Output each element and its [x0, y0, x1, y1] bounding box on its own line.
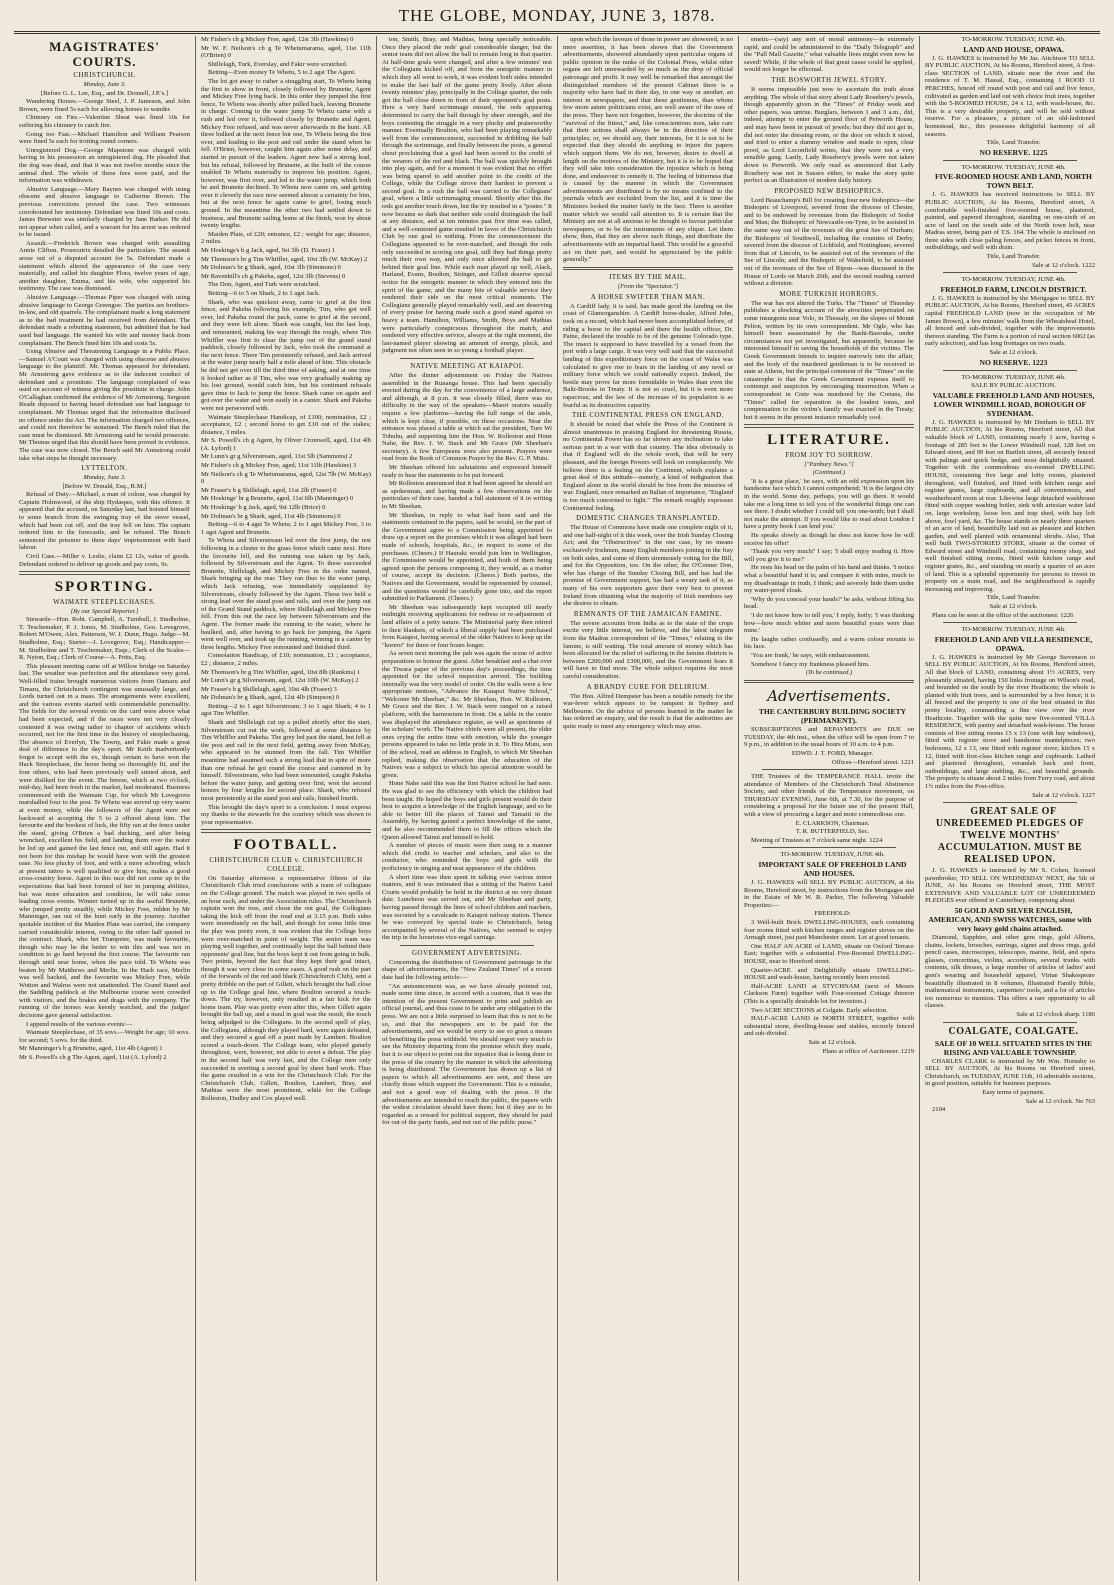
paragraph: He laughs rather confusedly, and a warm colour mounts to his face. [744, 635, 914, 651]
result-line: Mr Lunn's gr g Silverstream, aged, 12st 10lb (W. McKay) 2 [201, 677, 359, 685]
masthead-title: THE GLOBE, MONDAY, JUNE 3, 1878. [398, 6, 716, 25]
ad-body: Diamond, Sapphire, and other gem rings, gold Alberts, chains, lockets, brooches, earrings, signet and dress rings, gold pencil cases, microscopes, telescopes, marine, field, and opera glasses, concertinas, violins, accordions, several trunks with contents, silk dresses, a large number of articles of ladies' and gent's wearing and household apparel, Virtue Shakespeare beautifully illustrated in 8 volumes, Illustrated Family Bible, mathematical instruments, carpenters' tools, and a lot of articles too numerous to mention. This offers a rare opportunity to all classes. [925, 934, 1095, 1010]
ad-date: TO-MORROW. TUESDAY, JUNE 4th. [961, 373, 1066, 381]
paragraph: Lord Beauchamp's Bill for creating four new bishoprics—the Bishopric of Liverpool, severed from the diocese of Chester, and to be endowed by revenues from the Bishopric of Sodor and Man; the Bishopric of Newcastle-on-Tyne, to be assisted in the same way out of the revenues of the great See of Durham; the Bishopric of Southwell, including the counties of Derby, severed from the diocese of Lichfield, and Nottingham, severed from that of Lincoln, to be assisted out of the revenues of the See of Lincoln; and the Bishopric of Wakefield, to be assisted out of the revenues of the See of Ripon—was discussed in the House of Lords on March 26th, and the second reading carried without a division. [744, 196, 914, 288]
column-6 [919, 36, 1100, 1581]
ad-date: TO-MORROW. TUESDAY, JUNE 4th. [961, 163, 1066, 171]
paragraph: Mr Rolleston announced that it had been agreed he should act as spokesman, and having made a few observations on the particulars of their case, handed a full statement of it in writing to Mr Sheehan. [382, 480, 552, 511]
ad-title: THE CANTERBURY BUILDING SOCIETY (PERMANENT). [758, 707, 907, 726]
paragraph: A Cardiff lady, it is said, has made good the landing on the coast of Glamorganshire. A Cardiff horse-dealer, Alfred John, took on a record, which had never been accomplished before, of riding a horse to the capital and there the health officer, Dr. Paine, declared the trouble to be of the genuine Colorado type. The insect is supposed to have travelled by a vessel from the port with a large cargo. It was very well said that the successful landing of this expeditionary force on the coast of Wales was calculated to give rise to fears in the landing of any ravel or military force which we could rationally expect. Indeed, the beetle may prove far more formidable to Wales than even the Balti-Brooks in Treaty. It is not so cruel, but it is even more rapacious; and the law of the increase of its population is as fearful as its destructive capacity. [563, 302, 733, 409]
ad-body: SUBSCRIPTIONS and REPAYMENTS are DUE on TUESDAY, the 4th inst., when the office will be open from 7 to 9 p.m., in addition to the usual hours of 10 a.m. to 4 p.m. [744, 726, 914, 749]
paragraph: The severe accounts from India as to the state of the crops excite very little interest, we believe, and the latest telegram from the Madras correspondent of the "Times," relating to the famine, is still waiting. The total amount of money which has been allocated for the relief of suffering in the famine districts is between £200,000 and £300,000, and the Government fears it will have to find more. The whole subject requires the most careful consideration. [563, 619, 733, 680]
ad-body: J. G. HAWKES has received instructions to SELL BY PUBLIC AUCTION, At his Rooms, Hereford street, A comfortable well-finished five-roomed house, plastered, painted, and papered throughout, standing on one-sixth of an acre of land on the south side of the North town belt, near Madras street, being part of T.S. 164. The whole is enclosed on three sides with close paling fences, and picket fences in front, outbuildings, and well with drain. [925, 191, 1095, 252]
ad-signature: T. R. BUTTERFIELD, Sec. [795, 828, 870, 836]
divider [19, 571, 190, 574]
paragraph: Waimate Steeplechase Handicap, of £100; nomination, £2 ; acceptance, £2 ; second horse to get £10 out of the stakes; distance, 3 miles. [201, 413, 371, 436]
subheading: THE BOSWORTH JEWEL STORY. [771, 75, 887, 84]
result-line: Mr Manninger's b g Brunette, aged, 11st 4lb (Agent) 1 [19, 1045, 163, 1053]
paragraph: Using Abusive and Threatening Language in a Public Place.—Samuel A'Court was charged with using obscene and abusive language to the plaintiff. Mr. Thomas appeared for defendant. Mr Armstrong gave evidence as to the indecent conduct of defendant and a prostitute. The language complained of was used on account of witness giving the prostitute in charge. John O'Callaghan confirmed the evidence of Mr Armstrong. Sergeant Reade deposed to having heard defendant use bad language to complainant. Mr Thomas urged that the information disclosed no offence under the Act. The information charged two offences, and could not therefore be sustained. The Bench ruled that the case must be dismissed. Mr Armstrong said he would prosecute. Mr Thomas urged that this should have been proved in evidence. The case was now closed. The Bench said Mr Armstrong could take what steps he thought necessary. [19, 348, 190, 462]
result-line: Mr Dolman's br g Shark, aged, 12st 4lb (Simpson) 0 [201, 694, 339, 702]
result-line: Mr Dolman's br g Shark, aged, 11st 4lb (Simmons) 0 [201, 512, 341, 520]
subheading: A BRANDY CURE FOR DELIRIUM. [586, 682, 710, 691]
subheading-lyttelton: LYTTELTON. [81, 464, 128, 473]
ad-body: J. G. HAWKES is instructed by Mr S. Cohen, licensed pawnbroker, TO SELL ON WEDNESDAY NEXT, the 5th of JUNE, At his Rooms on Hereford street, THE MOST EXTENSIVE AND VALUABLE LOT OF UNREDEEMED PLEDGES ever offered in Canterbury, comprising about [925, 867, 1095, 905]
divider [943, 370, 1077, 371]
paragraph: Concerning the distribution of Government patronage in the shape of advertisements, the "New Zealand Times" of a recent date had the following article:— [382, 958, 552, 982]
paragraph: 'You are frank,' he says, with embarrassment. [751, 651, 871, 659]
ad-date: TO-MORROW. TUESDAY, JUNE 4th. [780, 851, 885, 859]
ad-terms: Easy terms of payment. [982, 1088, 1045, 1096]
masthead-rule [14, 31, 1100, 32]
ad-title: VALUABLE FREEHOLD LAND AND HOUSES, LOWER WINDMILL ROAD, BOROUGH OF SYDENHAM. [932, 390, 1095, 418]
paragraph: Somehow I fancy my frankness pleased him. [751, 660, 870, 668]
paragraph: Betting—6 to 4 agst Te Whetu; 2 to 1 agst Mickey Free, 3 to 1 agst Agent and Brunette. [201, 521, 371, 536]
ad-body: J. G. HAWKES is instructed by Mr Denham to SELL BY PUBLIC AUCTION, At his Rooms, Hereford street, All that valuable block of LAND, containing nearly 1 acre, having a frontage of 285 feet to the Lower Windmill road, 128 feet on Edward street, and 99 feet on Bartlett street, all securely fenced with palings and quick hedge, and most delightfully situated. Together with the commodious six-roomed DWELLING HOUSE, containing five large and lofty rooms, plastered throughout, well finished, and fitted with kitchen range and register grates, large cupboards, and all conveniences, and weatherboard room at rear. Likewise large detached washhouse fitted with copper washing boiler, sink with artesian water laid on, large workshop, loose box and trap shed, with hay loft above, fowl yard, &c. The house stands on nearly three quarters of an acre of land, beautifully laid out as pleasure and kitchen garden, and well planted with ornamental shrubs. Also, That well built TWO-STORIED STORE, situate at the corner of Edward street and Windmill road, containing roomy shop, and well finished sitting rooms, fitted with kitchen range and register grates, &c., and standing on nearly a quarter of an acre of land. This is a splendid opportunity for persons to invest in property on a main road, and the neighbourhood is rapidly increasing and improving. [925, 418, 1095, 593]
ad-body: THE Trustees of the TEMPERANCE HALL invite the attendance of Members of the Christchurch Total Abstinence Society, and other friends of the Temperance movement, on THURSDAY EVENING, June 6th, at 7.30, for the purpose of considering a proposal for the future use of the present Hall, with a view of procuring a larger and more commodious one. [744, 773, 914, 819]
result-line: Mr Dolman's br g Shark, aged, 10st 3lb (Simmons) 0 [201, 264, 341, 272]
ad-title: COALGATE, COALGATE. [948, 1025, 1079, 1037]
result-line: Mr Fraser's b g Shillelagh, aged, 10st 4lb (Fraser) 3 [201, 685, 337, 693]
paragraph: Going too Fast.—Michael Hamilton and William Pearson were fined 5s each for trotting round corners. [19, 130, 190, 146]
paragraph: It should be noted that while the Press of the Continent is almost unanimous in praising England for threatening Russia, no Continental Power has so far shown any inclination to take serious part in a war with that country. The idea obviously is that if England will do the whole work, that will be very pleasant, and the foreign Powers will look on complacently. We believe there is a feeling on the Continent, which explains a great deal of this attitude—namely, a kind of indignation that England alone in the world should be free from the miseries of war. England, once remarked an Italian of importance, "England is too much concerned to fight." The remark roughly expresses Continental feeling. [563, 421, 733, 512]
divider [762, 769, 896, 770]
paragraph: Shark and Shillelagh cut up a pulled shortly after the start, Silverstream cut out the work, followed at some distance by Tim Whiffler and Pakeha. The grey led past the stand, but fell at the post and rail in the next field, getting away from McKay, who appeared to be stunned from the fall. Tim Whiffler meantime had assumed such a strong lead that in spite of more than one refusal he got round the course and cantered in by himself. Silverstream, who had been remounted, caught Pakeha before the water jump, and getting over first, won the second honors by four lengths for second place. Shark, who refused most persistently at the stand post and rails, finished fourth. [201, 719, 371, 802]
heading-magistrates-courts: MAGISTRATES' COURTS. [49, 39, 160, 69]
ad-signature: E. CLARKSON, Chairman. [795, 819, 870, 827]
subheading: MORE TURKISH HORRORS. [779, 289, 879, 298]
page-columns [14, 36, 1100, 1581]
column-5 [738, 36, 919, 1581]
paragraph: Waimate Steeplechase, of 35 sovs.—Weight for age; 10 sovs. for second; 5 sovs. for the third. [19, 1029, 190, 1044]
paragraph: 'Why do you conceal your hands?' he asks, without lifting his head. [744, 595, 914, 611]
paragraph: I append results of the various events:— [26, 1020, 133, 1028]
ad-body: CHARLES CLARK is instructed by Mr Wm. Hornsby to SELL BY AUCTION, At his Rooms on Hereford street, Christchurch, on TUESDAY, JUNE 11th, 10 admirable sections, in good position, suitable for business purposes. [925, 1057, 1095, 1088]
paragraph: Te Whetu and Silverstream led over the first jump, the rest following in a cluster to the grass fence which came next. Here the favourite fell, and the running was taken up by Jack, followed by Silverstream and the Agent. To these succeeded Brunette, Shillelagh, and Mickey Free in the order named, Shark bringing up the rear. They ran thus to the water jump, which Jack refusing, was immediately supplanted by Silverstream, closely followed by the Agent. These two held a strong lead over the stand post and rails, and over the jump out of the Grand Stand paddock, where Shillelagh and Mickey Free fell. From this out the race lay between Silverstream and the Agent. The former made the running to the water, where he baulked, and, after having to go back for jumping, the Agent went well over, and took up the running, winning in a canter by three lengths. Mickey Free remounted and finished third. [201, 537, 371, 651]
heading-items-by-mail: ITEMS BY THE MAIL. [609, 273, 687, 282]
column-1 [14, 36, 195, 1581]
ad-title: FIVE-ROOMED HOUSE AND LAND, NORTH TOWN BELT. [935, 172, 1092, 191]
ad-title: FREEHOLD FARM, LINCOLN DISTRICT. [940, 284, 1087, 294]
heading-government-advertising: GOVERNMENT ADVERTISING. [411, 948, 523, 957]
result-line: Mr Fisher's ch g Mickey Free, aged, 11st 11lb (Hawkins) 3 [201, 462, 357, 470]
heading-sporting: SPORTING. [54, 578, 155, 595]
paragraph: Unregistered Dog.—George Mapstone was charged with having in his possession an unregistered dog. He pleaded that the dog was dead, and that it was not twelve months since the animal died. The whole of these fees were paid, and the information was withdrawn. [19, 146, 190, 185]
column-2 [195, 36, 376, 1581]
column-4 [557, 36, 738, 1581]
ad-sale-time: Sale at 12 o'clock sharp. 1186 [1016, 1011, 1095, 1018]
bench-note: [Before G. L. Lee, Esq., and Dr. Donnell, J.P.'s.] [40, 89, 169, 97]
dateline: Monday, June 3. [83, 81, 126, 88]
ad-lot: 3 Well-built Brick DWELLING-HOUSES, each containing four rooms fitted with kitchen ranges and register stoves on the Armagh street, just past Manchester street. Let at good tenants. [744, 919, 914, 942]
subheading-football-match: CHRISTCHURCH CLUB v. CHRISTCHURCH COLLEGE. [209, 855, 363, 873]
divider [400, 945, 534, 946]
masthead-rule-2 [14, 33, 1100, 34]
divider [943, 272, 1077, 273]
result-line: Mr Hoskings's b g Jack, aged, 9st 3lb (D. Fraser) 1 [201, 247, 335, 255]
divider [943, 160, 1077, 161]
divider [943, 1022, 1077, 1023]
to-be-continued: (To be continued.) [805, 669, 853, 677]
paragraph: Abusive Language.—Mary Baynes was charged with using obscene and abusive language to Catherine Brown. The previous convictions proved the case. Two witnesses corroborated her testimony. Defendant was fined 10s and costs. James Brewster was similarly charged by Jane Barker. He did not appear when called, and a warrant for his arrest was ordered to be issued. [19, 185, 190, 239]
ad-body: J. G. HAWKES will SELL BY PUBLIC AUCTION, at his Rooms, Hereford street, by instructions from the Mortgagee and in the Estate of Mr W. R. Parker, The following Valuable Properties:— [744, 879, 914, 909]
ad-lot: Quarter-ACRE and Delightfully situate DWELLING-HOUSE and wash-house, having recently been erected. [744, 966, 914, 982]
ad-subtitle: SALE OF 10 WELL SITUATED SITES IN THE RISING AND VALUABLE TOWNSHIP. [934, 1038, 1093, 1057]
ad-sale-time: Sale at 12 o'clock. 1227 [1032, 791, 1095, 799]
ad-date: TO-MORROW. TUESDAY, JUNE 4th. [961, 36, 1066, 43]
divider [943, 802, 1077, 803]
ad-date: TO-MORROW. TUESDAY, JUNE 4th. [961, 626, 1066, 634]
paragraph: emetic—(say) any sort of moral antimony—is extremely rapid, and could be administered to the "Daily Telegraph" and the "Pall Mall Gazette," what valuable lives might even now be saved! While, if the whole of that great cause could be applied, would not longer be effectual. [744, 36, 914, 74]
continued-note: (Continued.) [812, 469, 846, 477]
subheading: REMNANTS OF THE JAMAICAN FAMINE. [573, 609, 723, 618]
ad-lot: Half-ACRE LAND at STYCHNAM (next of Messrs Clarkson Farm) together with Four-roomed Cottage thereon (This is a specially desirable lot for investors.) [744, 982, 914, 1005]
ad-no-reserve: NO RESERVE. 1223 [979, 357, 1048, 367]
result-line: Mr Neilson's ch g Te Whetumarama, aged, 12st 7lb (W. McKay) 0 [201, 470, 371, 486]
result-line: Mr Hoskings' b g Jack, aged, 9st 12lb (Brice) 0 [201, 504, 326, 512]
column-3 [376, 36, 557, 1581]
ad-body: J. G. HAWKES is instructed by Mr Jas. Aitchison TO SELL BY PUBLIC AUCTION, At his Rooms, Hereford street, A first-class SECTION of LAND, situate near the river and the residence of T. M. Hassal, Esq., containing 1 ROOD 11 PERCHES, fenced off round with post and rail and live fence, cultivated as garden and laid out with choice fruit trees, together with the 5-ROOMED HOUSE, 24 x 12, with wash-house, &c. This is a very desirable property, and will be sold without reserve. For a pleasure, a picture of an old-fashioned homestead, &c., this possesses delightful harmony of all seasons. [925, 54, 1095, 138]
paragraph: Assault.—Frederick Brown was charged with assaulting Annie Clifton. Prosecutrix detailed the particulars. The assault arose out of a disputed account for 5s. Defendant made a statement which altered the appearance of the case very materially, and called his daughter Flora, twelve years of age, another daughter, Emma, and his wife, who supported his testimony. The case was dismissed. [19, 239, 190, 293]
paragraph: Betting—6 to 5 on Shark, 2 to 1 agst Jack. [208, 290, 320, 297]
result-line: Mr S. Powell's ch g The Agent, aged, 11st (A. Lyford) 2 [19, 1054, 167, 1062]
paragraph: Chimney on Fire.—Valentine Sheat was fined 10s for suffering his chimney to catch fire. [19, 114, 190, 129]
source-note: [From the "Spectator."] [617, 283, 679, 291]
result-line: Mr Thomson's br g Tim Whiffler, aged, 10st 8lb (Rankins) 1 [201, 668, 361, 676]
ad-title: GREAT SALE OF UNREDEEMED PLEDGES OF TWELVE MONTHS' ACCUMULATION. MUST BE REALISED UPON. [935, 806, 1085, 866]
ad-lot: HALF-ACRE LAND in NORTH STREET, together with substantial stone, dwelling-house and stables, securely fenced and sub-divided. [744, 1015, 914, 1038]
heading-advertisements: Advertisements. [767, 687, 891, 706]
paragraph: The war has not altered the Turks. The "Times" of Thursday publishes a shocking account of the atrocities perpetrated on some insurgents near Volo, in Thessaly, on the slopes of Mount Pelion, written by its own correspondent. Mr Ogle, who has himself been assassinated by the Bashi-Bazouks, under circumstances not yet investigated, but apparently, because he interested himself in saving the households of the victims. The Greek Government intends to inquire narrowly into the affair, and the body of the murdered gentleman is to be received in state at Athens, but the principal comment of the "Times" on the catastrophe is that the Greek Government exposes itself to contempt and suspicion by encouraging insurrection. When a correspondent in Crete was murdered by the Cretans, the "Times" called for reparation in the loudest tones, and compensation to the victim's family was exacted in the Treaty, but it seems in the present instance remarkably cool. [744, 299, 914, 421]
ad-sale-time: Sale at 12 o'clock. [989, 603, 1038, 611]
paragraph: Hone Nahe said this was the first Native school he had seen. He was glad to see the efficiency with which the children had been taught. He hoped the boys and girls present would do their best to acquire a knowledge of the English language, and so be able to better fill the places of Tainui and Tamaiti in the Assembly, by having gained a perfect knowledge of the same, and he also recommended them to fill the offices which the Queen allowed Tainui and himself to hold. [382, 780, 552, 841]
paragraph: He speaks slowly as though he does not know how he will receive his offer! [744, 532, 914, 547]
paragraph: Refusal of Duty.—Michael, a man of colour, was charged by Captain Holmwood, of the ship Hydaspes, with this offence. It appeared that the accused, on Saturday last, had hoisted himself to some branch from the swinging tray of the stove vessel, which had been cut off, and the tray fell on him. The captain ordered him to the forecastle, and he refused. The Bench sentenced the prisoner to three days' imprisonment with hard labour. [19, 491, 190, 552]
paragraph: On Saturday afternoon a representative fifteen of the Christchurch Club tried conclusions with a team of collegians on the College ground. The match was played in two spells of an hour each, and under the Association rules. The Christchurch captain won the toss, and chose the out goal, the Collegians taking the kick off from the road end at 3.15 p.m. Both sides were immediately on the ball, and though for some little time the play was pretty even, it was evident that the College boys were over-matched in point of weight. The senior team was playing well together, and continually kept the ball behind their opponents' goal line, but the boys kept it out from going in bulk. Two points, beyond the fact that they kept their goal intact, though it was very close in some cases. A good rush on the part of the forwards of the red and black (Christchurch Club), sent a pretty dribble on the part of Gillett, which brought the ball close up to the College goal line, where Boulton secured a touch-down. The try, however, only resulted in a fair kick for the home team. Play was pretty even after this, when Gillett again brought the ball up, and a maul in goal was the result, the touch being adjudged to the Collegians. In the second spell of play, the Collegians, although they played hard, were again defeated, and they secured a goal off a punt made by Lambert. Boulton scored a touch-down. The College team, who played gamely throughout, were, however, not able to avert a defeat. The play in the second half was very fast, and the College men only succeeded in averting a second goal by sheer hard work. Thus the game resulted in a win for the Christchurch Club. For the Christchurch Club, Gillett, Boulton, Lambert, Bray, and Mathias were the most prominent, while for the College Rolleston, Dudley and Cox played well. [201, 874, 371, 1102]
result-line: Mr Fisher's ch g Mickey Free, aged, 12st 3lb (Hawkins) 0 [201, 36, 354, 43]
paragraph: Abusive Language.—Thomas Piper was charged with using abusive language to George Greengoe. The parties are brothers-in-law, and old quarrels. The complainant made a long statement as to the bad treatment he had received from defendant. The defendant made a rebutting statement, but admitted that he had used bad language. He wanted his wife and money back from complainant. The Bench fined him 10s and costs 5s. [19, 294, 190, 347]
paragraph: Consolation Handicap, of £10; nomination, £1 ; acceptance, £2 ; distance, 2 miles. [201, 652, 371, 667]
result-line: Mr Hoskings' br g Brunette, aged, 11st 6lb (Manninger) 0 [201, 495, 354, 503]
ad-signature: EDWD. J. T. FORD, Manager. [791, 749, 874, 757]
paragraph: A number of pieces of music were then sung in a manner which did credit to teacher and scholars, and also to the conductor, who reminded the boys and girls with the proficiency in singing and neat appearance of the children. [382, 842, 552, 872]
paragraph: 'Thank you very much!' I say; 'I shall enjoy reading it. How will you give it to me?' [744, 548, 914, 563]
result-line: Mr S. Powell's ch g Agent, by Oliver Cromwell, aged, 11st 4lb (A. Lyford) 1 [201, 437, 371, 452]
paragraph: Mr Sheehan, in reply to what had been said and the statements contained in the papers, said he would, on the part of the Government agree to a Commission being appointed to draw up a report on the promises which it was alleged had been made of schools, hospitals, &c., in respect to some of the purchases. (Cheers.) If Hauraki would join him in Wellington, the Commission would be appointed, and both of them being agreed upon the persons composing it, they would, as a matter of course, accept its decision. (Cheers.) Both parties, the Natives and the Government, would be represented by counsel, and the questions would be carefully gone into, and the report submitted to Parliament. (Cheers.) [382, 511, 552, 603]
masthead [0, 6, 1114, 30]
ad-sale-time: Sale at 12 o'clock. No 763 [1025, 1097, 1095, 1105]
ad-sale-time: Sale at 12 o'clock. 1222 [1032, 261, 1095, 269]
result-line: Mr W. F. Neilson's ch g Te Whetumarama, aged, 11st 11lb (O'Brien) 0 [201, 44, 371, 60]
story-title: FROM JOY TO SORROW. [785, 450, 873, 459]
paragraph: The House of Commons have made one complete night of it, and one half-night of it this week, over the Irish Sunday Closing Act; and the "Obstructives" in the one case, by no means exclusively Irishmen, many English members joining in the fray on both sides, and some of them strenuously voting for the Bill, and for the Opposition, too. On the other, the O'Conner Don, who has charge of the Sunday Closing Bill, and has had the promise of Government support, has had a weary task of it, as many of his own supporters gave their very best to prevent Ireland from obtaining what the majority of Irish members say she desires to obtain. [563, 524, 733, 608]
paragraph: Shark, who was quickest away, came to grief at the first fence, and Pakeha following his example, Tim, who got well over, led Pakeha round the pack, came to grief at the second, and they were left alone. Shark was caught, but the last leap, and remounted, making his way through the rough, where Tim Whiffler was first to clear the jump out of the grand stand paddock, closely followed by Jack, who took the command at the next fence. There Tim persistently refused, and Jack arrived at the water jump nearly half a mile ahead of him. This obstacle he did not get over till the third time of asking, and at one time it looked rather as if Tim, who was very gradually making up his lost ground, would catch him, but his continued refusals gave time to Jack to jump the fence. Shark came on again and got over the water and won easily in a canter. Shark and Pakeha were not persevered with. [201, 298, 371, 412]
paragraph: Betting—Even money Te Whetu, 5 to 2 agst The Agent. [208, 69, 356, 77]
paragraph: upon which the favours of those in power are showered, is no mere assertion, it has been shown that the Government advertisements, showered abundantly upon particular organs of public opinion in the ranks of the Colonial Press, whilst other organs are left unrewarded by so much as the drop of official patronage and profit. It may well be remarked that amongst the distinguished members of the present Cabinet there is a majority who have had in their day, in one way or another, an interest in newspapers, and that these gentlemen, than whom few more astute politicians exist, are well aware of the uses of the press. They have not forgotten, however, the doctrine of the "survival of the fittest," and, like conscientious men, take care that their actions shall always be in the direction of their principles; or, we should say, their interests, for it is not to be expected that they should do anything to injure the papers which support them. We do not, however, desire to dwell at length on the motives of the Ministry, but it is to be hoped that they will take into consideration the injustice which is being done, and endeavour to remedy it. The feeling of bitterness that is caused by the manner in which the Government advertisements are distributed is by no means confined to the journals which are excluded from the list, and it is time the Ministers looked the matter fairly in the face. There is another matter which we would call attention to. It is certain that the Ministry are not at all anxious to be thought to favour particular newspapers, or to be the instruments of any clique. Let them show, then, that they are above such things, and distribute the advertisements with an impartial hand. This would be a graceful act on their part, and would be appreciated by the public generally." [563, 36, 733, 264]
divider [744, 424, 914, 427]
ad-title: FREEHOLD LAND AND VILLA RESIDENCE, OPAWA. [934, 634, 1093, 653]
footer-number: 2104 [932, 1106, 946, 1114]
ad-subtitle: SALE BY PUBLIC AUCTION. [971, 382, 1056, 390]
divider [400, 358, 534, 359]
result-line: Mr Ravenhill's ch g Pakeha, aged, 12st 3lb (Stevens) 0 [201, 272, 346, 280]
ad-watches: 50 GOLD AND SILVER ENGLISH, AMERICAN, AND SWISS WATCHES, some with very heavy gold chains attached. [928, 906, 1092, 934]
paragraph: This brought the day's sport to a conclusion. I must express my thanks to the stewards for the courtesy which was shown to your representative. [201, 803, 371, 826]
subheading-waimate: WAIMATE STEEPLECHASES. [53, 597, 156, 606]
divider [201, 829, 371, 832]
ad-subtitle: FREEHOLD: [814, 910, 851, 918]
subheading: PROPOSED NEW BISHOPRICS. [774, 186, 884, 195]
ad-note: Meeting of Trustees at 7 o'clock same night. 1224 [751, 836, 883, 844]
paragraph: Civil Case.—Miller v. Leslie, claim £2 12s, value of goods. Defendant ordered to deliver up goods and pay costs, 9s. [19, 553, 190, 568]
byline: [By our Special Reporter.] [70, 607, 139, 615]
subheading: A HORSE SWIFTER THAN MAN. [590, 292, 706, 301]
ad-sale-time: Sale at 12 o'clock. [989, 349, 1038, 356]
paragraph: This pleasant meeting came off at Willow bridge on Saturday last. The weather was perfection and the attendance very good. Well-filled trains brought numerous visitors from Oamaru and Timaru, the Christchurch contingent was unusually large, and Lords turned out in a mass. The arrangements were excellent, and the various events started with commendable punctuality. The fields for the several events on the card were above what had been expected, and if the races were not very closely contested it was owing rather to chapter of accidents which occurred, not for the first time in the history of steeplechasing. The absence of Everlyn, The Tawny, and Fakir made a great deal of difference to the day's sport. Mr Keith inadvertently forgot to accept with the ex, though certain to have won the Hack Steeplechase, the horse being so thoroughly fit, and the four others, who had been previously well sinned about, and were disliked for the event. The breeze, which at two o'clock, mid-day, had been fresh in the market, had moderated. Business commenced with the Waimate Cup, for which Mr Lovegrove marshalled four to the post. Te Whetu was served up very warm at even money, while the followers of the Agent were not backward at accepting the 5 to 2 offered about him. The favourite and the bookest of luck, the fifty ran at the fence under the stand, giving O'Brien a bad ducking, and after being wrenched, excellent his field, and landing them over the water he led up and gained the last fence out, and still again. Had it not been for this mishap he would have won with the greatest ease. No less plucky of foot, and with a more schooling, which at present tattoo is well qualified to give him, makes a good cross-country horse. Agent in this race did not come up to the expectations that had been formed of her in jumping abilities, but was more education and condition, he will take some leading cross events. Winner turned up in the useful Brunette, who jumped pretty steadily, while Mickey Free, ridden by Mr Manninger, ran out of the hunt early in the journey. Another quotable incident of the Maiden Plate was carried, the company carried considerable interest, owing to the other half quoted in the contract. Shark, who bet Trumpeter, was made favourite, though who may be the better to win this and was not in condition to go hard beyond the first course. The favourite ran through until near home, when the pace told. Te Whetu was beaten by Mr Matthews and Merlin. In the Hack race, Merlin was well backed, and the favourite was Mickey Free, while Wotton and Walrus were not unattended. The Grand Stand and the Saddling paddock at the Melbourne course were crowded with visitors, and the brakes and drags with the company. The running of the horses was keenly watched, and the judges' decisions gave general satisfaction. [19, 662, 190, 1020]
heading-literature: LITERATURE. [767, 431, 891, 448]
ad-office: Offices—Hereford street. 1221 [831, 758, 914, 766]
subheading: THE CONTINENTAL PRESS ON ENGLAND. [572, 411, 724, 420]
paragraph: The lot got away to rather a straggling start, Te Whetu being the first to show in front, closely followed by Brunette, Agent and Mickey Free lying back. In this order they jumped the first fence, Te Whetu was shortly after pulled back, leaving Brunette in charge. Coming to the water jump Te Whetu came with a rush and led over it, followed closely by Brunette and Agent, Mickey Free refused, and was never afterwards in the hunt. All three bulked at the next fence but one, Te Whetu being the first over, and leading to the post and rail under the stand when he fell. O'Brien, however, caught him again after some delay, and started in pursuit of the leaders. Agent now had a strong lead, but his refusal, followed by Brunette, at the built of the course enabled Te Whetu materially to improve his position. Agent, however, was first over, and led to the water jump, which both he and Brunette declined. Te Whetu now came on, and getting over it cleverly the race now seemed almost a certainty for him, but at the next fence he again came to grief, losing much ground. In the meantime the other two had settled down to business, and Brunette sailing home at the finish, won by about twenty lengths. [201, 77, 371, 230]
divider [563, 267, 733, 270]
source-note: ["Panbury News."] [804, 460, 854, 468]
divider [762, 847, 896, 848]
ad-lot: Two ACRE SECTIONS at Colgate. Early selection. [751, 1006, 888, 1014]
paragraph: The Hon. Alfred Dempster has been a notable remedy for the war-fever which appears to be rampant in Sydney and Melbourne. On the advice of persons learned in the matter he has ordered an enquiry, and the result is that the authorities are quite ready to meet any emergency which may arise. [563, 692, 733, 730]
divider [943, 622, 1077, 623]
ad-title: LAND AND HOUSE, OPAWA. [963, 44, 1064, 54]
heading-football: FOOTBALL. [233, 836, 339, 853]
ad-note: Plans can be seen at the office of the auctioneer. 1226 [932, 611, 1074, 619]
paragraph: It seems impossible just now to ascertain the truth about anything. The whole of that story about Lady Rosebery's jewels, though apparently given in the "Times" of Friday week and other papers, was untrue. Burglars, between 1 and 3 a.m., did, indeed, attempt to enter the ground floor of Petworth House, and may have been in pursuit of jewels; but they did not get in, did not enter the dressing room, or the door on which it stood, and tried to enter a dummy window and made to open, clear proof, as Lord Leconfield writes, that they were not a very sensible gang. Lastly, Lady Rosebery's jewels were not taken down to Petworth. We only read as announced that Lady Rosebery was not in Sussex either, to make the story quite perfect as an illustration of modern daily history. [744, 85, 914, 185]
ad-note: Plans at office of Auctioneer. 1219 [822, 1047, 914, 1055]
divider [744, 680, 914, 683]
paragraph: "An announcement was, as we have already pointed out, made some time since, in accord with a custom, that it was the intention of the present Government to print and publish an official journal, and thus cease to be under any obligation to the press. We are not a little surprised to learn that this is not to be so, and that the newspapers are to be paid for the advertisements, and we would be sorry to see so great a means of benefiting the press withheld. We should regret very much to see the Ministry departing from the promise which they made, but it is our object to point out the injustice that is being done to the press of the country by the manner in which the advertising is being distributed. The Government has drawn up a list of papers to which all advertisements are sent, and these are chiefly those which support the Government. This is a mistake, and not a good way of dealing with the press. If the advertisements are intended to reach the public, the papers with the widest circulation should have them; but if they are to be regarded as a reward for political support, they should be paid for out of the party funds, and not out of the public purse." [382, 982, 552, 1127]
paragraph: After the dinner adjournment on Friday the Natives assembled in the Runanga house. This had been specially erected during the day for the convenience of a large audience, and although, at 8 p.m. it was closely filled, there was no difficulty in the way of the speakers—Maori orators usually require a few platforms—having the full range of the aisle, which is kept clear, if possible, on these occasions. Near the entrance was placed a table at which sat the president, Ture Wi Tohuhu, and supporting him the Hon. W. Rolleston and Hone Nahe, the Rev. J. W. Stack and Mr Grace (Mr Sheehan's secretary). A few Europeans were also present. Prayers were read from the Book of Common Prayer by the Rev. G. P. Mutu. [382, 371, 552, 463]
paragraph: 'I do not know how to tell you,' I reply, hotly; 'I was thinking how—how much whiter and more beautiful yours were than mine.' [744, 611, 914, 635]
ad-title: IMPORTANT SALE OF FREEHOLD LAND AND HOUSES. [758, 860, 907, 879]
subheading: DOMESTIC CHANGES TRANSPLANTED. [576, 514, 720, 523]
ad-sale-time: Sale at 12 o'clock. [808, 1038, 857, 1046]
ad-date: TO-MORROW. TUESDAY, JUNE 4th. [961, 276, 1066, 284]
result-line: Mr Fraser's b g Shillelagh, aged, 11st 2lb (Fraser) 0 [201, 486, 337, 494]
paragraph: Wandering Horses.—George Steel, J. P. Jameson, and John Brown, were fined 5s each for allowing horses to wander. [19, 98, 190, 113]
paragraph: A short time was then spent in talking over various minor matters, and it was intimated that a sitting of the Native Land Courts would probably be held in the district at no very distant date. Luncheon was served out, and Mr Sheehan and party, having passed through the lines of school children and teachers, was escorted by a cavalcade to Kaiapoi railway station. Thence he was conveyed by special train to Christchurch, being accompanied by several of the Natives, who seemed to enjoy the trip in the luxurious vice-regal carriage. [382, 873, 552, 942]
ad-body: J. G. HAWKES is instructed by Mr George Stevenson to SELL BY PUBLIC AUCTION, At his Rooms, Hereford street, All that block of LAND, containing about 1½ ACRES, very pleasantly situated, having 150 links frontage on Wilson's road, and bounded on the south by the river Heathcote; the whole is planted with fruit trees, and is surrounded by a live fence; it is all fenced and the property is one of the best situated in this pretty locality, commanding a fine view over the river Heathcote. Together with the quite new five-roomed VILLA RESIDENCE, with pantry and detached wash-house. The house consists of five sitting rooms 15 x 13 (one with bay windows), fitted with register stove and handsome mantelpieces; two bedrooms, 12 x 13, one fitted with register stove; kitchen 15 x 12, fitted with first-class kitchen range and cupboards. Lathed and plastered throughout, verandah back and front, outbuildings, and large stabling, &c., and beautiful grounds. The property is situate about 2 miles from Ferry road, and about 1½ miles from the Post-office. [925, 653, 1095, 790]
paragraph: 'It is a great place,' he says, with an odd expression upon his handsome face which I cannot comprehend; 'It is the largest city in the world. Some day, perhaps, you will go there. It would take me a long time to tell you of the wonderful things one can see there. I doubt whether I could tell you one-tenth; but I shall not make the attempt. If you would like to read about London I have a pretty book I can lend you.' [744, 477, 914, 531]
paragraph: Shillelagh, Turk, Everslay, and Fakir were scratched. [208, 60, 348, 68]
ad-title-note: Title, Land Transfer. [986, 594, 1041, 602]
paragraph: ton, Smith, Bray, and Mathias, being specially noticeable. Once they placed the reds' goal considerable danger, but the senior team did not allow the ball to remain long in that quarter. At half-time goals were changed, and after a few minutes' rest the Collegians kicked off, and from the energetic manner in which they all went to work, it was evident both sides intended to make the last half of the game pretty lively. After about twenty minutes' play, principally in the College quarter, the reds got the ball close down in front of their opponent's goal posts. Here a very hard scrimmage ensued, the reds appearing determined to carry the ball through by sheer strength, and the boys contesting the struggle in a very plucky and praiseworthy manner. Eventually Boulton, who had been playing remarkably well from the commencement, succeeded in dribbling the ball through the scrimmage, and finally between the posts, a general shout proclaiming that a goal had been scored to the credit of the wearers of the red and black. The ball was quickly brought into play again, and for a moment it was evident that no effort was being spared to add another point to the credit of the College, while the College strove their hardest to prevent a second goal. In a rush the ball was carried to the Collegians' goal, where a little scrimmaging ensued. Shortly after this the reds got another touch down, but the try resulted in a "poster." It now became so dark that neither side could distinguish the ball at any distance, and at ten minutes past five time was called, and a well-contested game resulted in favor of the Christchurch Club by one goal to nothing. From the commencement the Collegians appeared to be over-matched, and though the reds only succeeded in scoring one goal, still they had things pretty much their own way, and only once allowed the ball to get behind their goal line. While each man played up well, Alack, Harland, Evans, Boulton, Stringer, and Gillett deserve special notice for the energetic manner in which they entered into the spirit of the game, and the many bits of valuable service they rendered their side on the most critical moments. The Collegians generally played remarkably well, and are deserving of every praise for having made such a good stand against so heavy a team. Hamilton, Williams, Smith, Boys and Mathias were particularly conspicuous throughout the match, and rendered very effective service, always at the right moment, the last-named player showing an amount of energy, pluck, and judgment not often seen in so young a football player. [382, 36, 552, 355]
paragraph: Mr Sheehan offered his salutations and expressed himself ready to hear the statements to be put forward. [382, 464, 552, 479]
heading-native-meeting: NATIVE MEETING AT KAIAPOI. [410, 361, 524, 370]
paragraph: Stewards—Hon. Robt. Campbell, A. Turnbull, J. Studholme, T. Teschemaker, P. J. Jones, M. Studholme, Geo. Lovegrove, Robert M'Owen, Alex. Patterson, W. J. Dunn, Hugo. Judge—M. Studholme, Esq.; Starter—J. Lovegrove, Esq.; Handicapper—M. Studholme and T. Teschemaker, Esqs.; Clerk of the Scales—R. Nyton, Esq.; Clerk of Course—A. Potts, Esq. [19, 616, 190, 662]
paragraph: Mr Sheehan was subsequently kept occupied till nearly midnight receiving applications for redress or re-adjustment of land affairs of a petty nature. The Ministerial party then retired to their blankets, of which a liberal supply had been purchased from Kaiapoi, having several of the older Natives to keep up the "korero" for three or four hours longer. [382, 603, 552, 649]
result-line: Mr Thomson's br g Tim Whiffler, aged, 10st 3lb (W. McKay) 2 [201, 255, 368, 263]
result-line: Mr Lunn's gr g Silverstream, aged, 11st 5lb (Sammons) 2 [201, 453, 353, 461]
paragraph: As seven next morning the pah was again the scene of active preparations to honour the guest. After breakfast and a chat over the Tiwara paper of the previous day's proceedings, the time appointed for the school inspection arrived. The building internally was the very model of order. On the walls were a few appropriate mottoes, "Advance the Kaiapoi Native School," "Welcome Mr Sheehan," &c. Mr Sheehan, Hon. W. Rolleston, Mr Grace and the Rev. J. W. Stack were ranged on a raised platform, with the harmonium in front. On a table in the centre was displayed the attendance register, as well as specimens of the scholars' work. The Native chiefs were all present, the elder ones crying the entire time with emotion, while the younger persons appeared to take no little pride in it. To Hira Mutu, son of the school, read an address in English, to which Mr Sheehan replied, making the observation that the education of the Natives was a subject to which his special attention would be given. [382, 650, 552, 779]
paragraph: Betting—2 to 1 agst Silverstream; 3 to 1 agst Shark; 4 to 1 agst Tim Whiffler. [201, 702, 371, 718]
ad-lot: One HALF AN ACRE of LAND, situate on Oxford Terrace East; together with a substantial Five-Roomed DWELLING-HOUSE, near to Hereford street. [744, 942, 914, 965]
paragraph: He rests his head on the palm of his hand and thinks. 'I notice what a beautiful hand it is; and compare it with mine, much to my disadvantage in truth, I think; and severely hide them under my water-proof cloak. [744, 564, 914, 595]
bench-note: [Before W. Donald, Esq., R.M.] [62, 482, 147, 490]
ad-body: J. G. HAWKES is instructed by the Mortgagee to SELL BY PUBLIC AUCTION, At his Rooms, Hereford street, 45 ACRES capital FREEHOLD LAND (now in the occupation of Mr James Brown), a few minutes' walk from the Wheatsheaf Hotel, all fenced and sub-divided, together with the improvements thereon standing. The Farm is a portion of rural section 6062 (as early selection), and has long frontages on two roads. [925, 294, 1095, 348]
subheading-christchurch: CHRISTCHURCH. [73, 71, 136, 79]
paragraph: The Don, Agent, and Turk were scratched. [208, 281, 320, 289]
ad-title-note: Title, Land Transfer. [986, 253, 1041, 261]
ad-no-reserve: NO RESERVE. 1225 [979, 147, 1048, 157]
paragraph: Maiden Plate, of £20; entrance, £2 ; weight for age; distance, 2 miles. [201, 230, 371, 246]
dateline: Monday, June 3. [83, 474, 126, 482]
ad-title-note: Title, Land Transfer. [986, 139, 1041, 147]
